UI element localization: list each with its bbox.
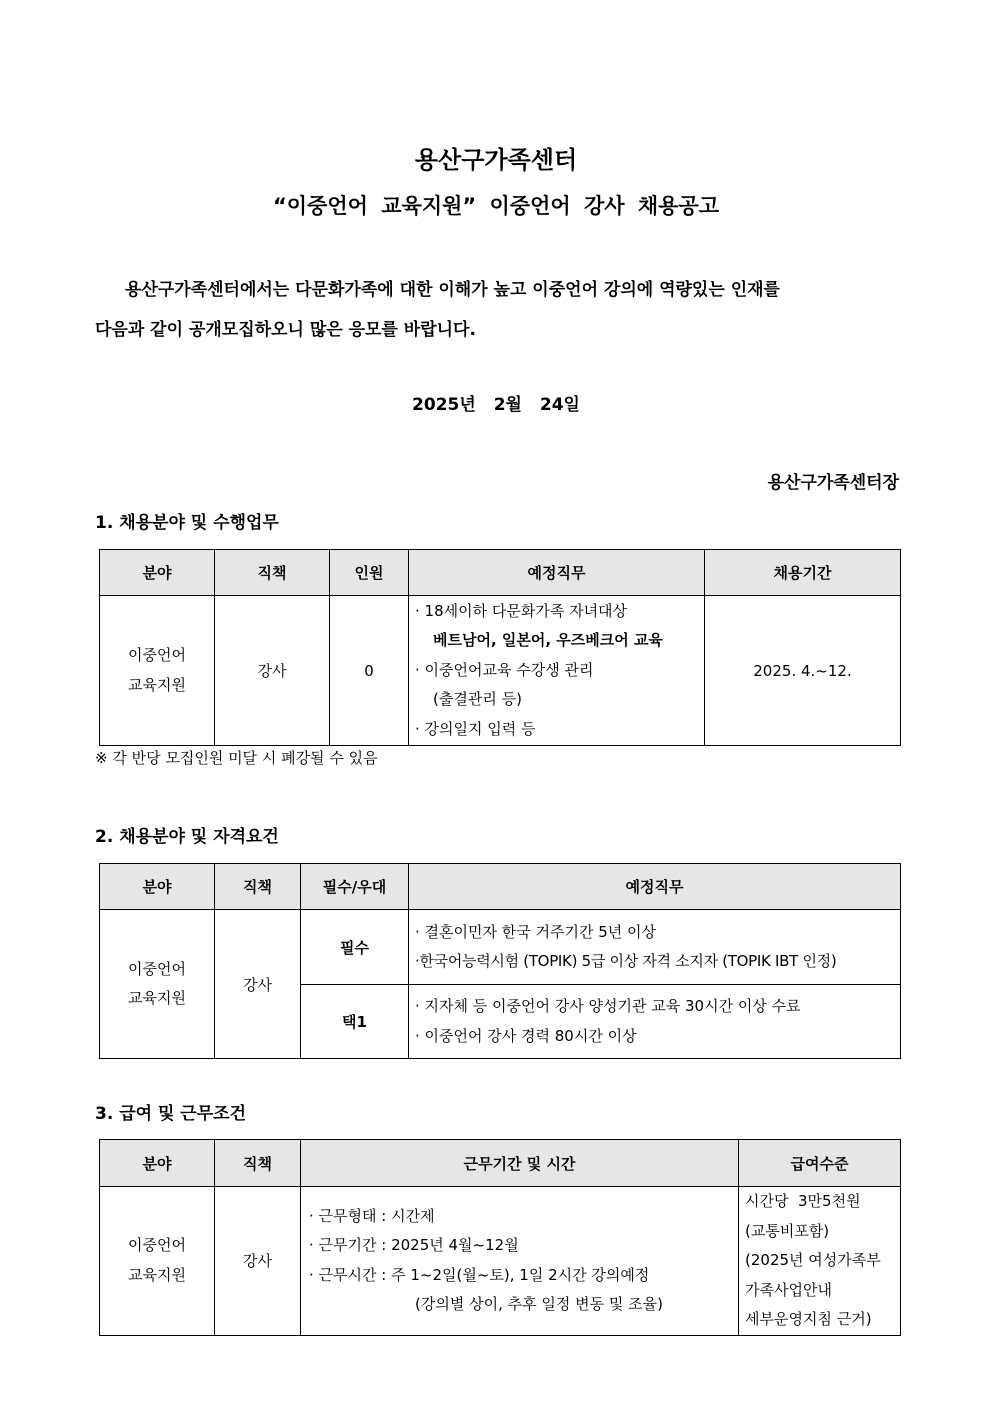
- intro-line-1: 용산구가족센터에서는 다문화가족에 대한 이해가 높고 이중언어 강의에 역량있는 인재를: [125, 280, 780, 300]
- field-line: 교육지원: [128, 1265, 186, 1284]
- pay-line: 세부운영지침 근거): [745, 1310, 872, 1328]
- field-cell: [100, 596, 215, 746]
- field-line: 이중언어: [128, 959, 186, 978]
- field-line: 이중언어: [128, 1236, 186, 1255]
- section3-table: [99, 1139, 901, 1336]
- requirements-cell: [409, 910, 901, 985]
- duty-item: · 18세이하 다문화가족 자녀대상: [415, 601, 628, 620]
- pay-line: (2025년 여성가족부: [745, 1251, 881, 1269]
- requirement-item: · 결혼이민자 한국 거주기간 5년 이상: [415, 922, 657, 941]
- count-cell: 0: [330, 596, 409, 746]
- table-row: [100, 910, 901, 985]
- page-title: 용산구가족센터: [414, 146, 578, 174]
- header-position: 직책: [215, 1140, 301, 1187]
- section1-heading: 1. 채용분야 및 수행업무: [95, 513, 279, 533]
- section2-heading: 2. 채용분야 및 자격요건: [95, 827, 279, 847]
- header-position: 직책: [215, 864, 301, 910]
- requirement-item: · 지자체 등 이중언어 강사 양성기관 교육 30시간 이상 수료: [415, 997, 801, 1015]
- duty-item: (출결관리 등): [433, 690, 522, 709]
- header-period: 채용기간: [705, 550, 901, 596]
- requirement-item: ·한국어능력시험 (TOPIK) 5급 이상 자격 소지자 (TOPIK IBT 인정): [415, 952, 837, 970]
- duty-item: · 강의일지 입력 등: [415, 719, 536, 738]
- section1-note: ※ 각 반당 모집인원 미달 시 폐강될 수 있음: [95, 749, 378, 767]
- field-line: 교육지원: [128, 989, 186, 1007]
- position-cell: 강사: [215, 910, 301, 1059]
- header-field: 분야: [100, 550, 215, 596]
- duty-item: 베트남어, 일본어, 우즈베크어 교육: [433, 631, 663, 650]
- header-pay: 급여수준: [739, 1140, 901, 1187]
- header-field: 분야: [100, 864, 215, 910]
- condition-item: · 근무기간 : 2025년 4월~12월: [309, 1236, 519, 1255]
- header-count: 인원: [330, 550, 409, 596]
- table-row: [100, 1187, 901, 1336]
- requirement-item: · 이중언어 강사 경력 80시간 이상: [415, 1026, 637, 1045]
- field-cell: [100, 910, 215, 1059]
- conditions-cell: [301, 1187, 739, 1336]
- position-cell: 강사: [215, 1187, 301, 1336]
- signature: 용산구가족센터장: [767, 473, 899, 493]
- type-cell: 택1: [301, 985, 409, 1059]
- condition-item: (강의별 상이, 추후 일정 변동 및 조율): [415, 1295, 663, 1314]
- duties-cell: [409, 596, 705, 746]
- pay-cell: [739, 1187, 901, 1336]
- section3-heading: 3. 급여 및 근무조건: [95, 1104, 246, 1124]
- section1-table: [99, 549, 901, 746]
- duty-item: · 이중언어교육 수강생 관리: [415, 660, 594, 679]
- header-type: 필수/우대: [301, 864, 409, 910]
- condition-item: · 근무형태 : 시간제: [309, 1206, 435, 1225]
- header-position: 직책: [215, 550, 330, 596]
- header-field: 분야: [100, 1140, 215, 1187]
- period-cell: 2025. 4.~12.: [705, 596, 901, 746]
- field-line: 교육지원: [128, 675, 186, 694]
- announcement-date: 2025년 2월 24일: [412, 395, 580, 415]
- pay-line: (교통비포함): [745, 1221, 830, 1240]
- header-duties: 예정직무: [409, 550, 705, 596]
- condition-item: · 근무시간 : 주 1~2일(월~토), 1일 2시간 강의예정: [309, 1265, 650, 1284]
- table-row: [100, 596, 901, 746]
- type-cell: 필수: [301, 910, 409, 985]
- intro-paragraph: [95, 270, 900, 350]
- page-subtitle: “이중언어 교육지원” 이중언어 강사 채용공고: [273, 194, 719, 218]
- header-duties: 예정직무: [409, 864, 901, 910]
- requirements-cell: [409, 985, 901, 1059]
- field-cell: [100, 1187, 215, 1336]
- pay-line: 가족사업안내: [745, 1280, 832, 1299]
- intro-line-2: 다음과 같이 공개모집하오니 많은 응모를 바랍니다.: [95, 320, 476, 340]
- pay-line: 시간당 3만5천원: [745, 1192, 861, 1210]
- field-line: 이중언어: [128, 646, 186, 664]
- header-conditions: 근무기간 및 시간: [301, 1140, 739, 1187]
- section2-table: [99, 863, 901, 1059]
- position-cell: 강사: [215, 596, 330, 746]
